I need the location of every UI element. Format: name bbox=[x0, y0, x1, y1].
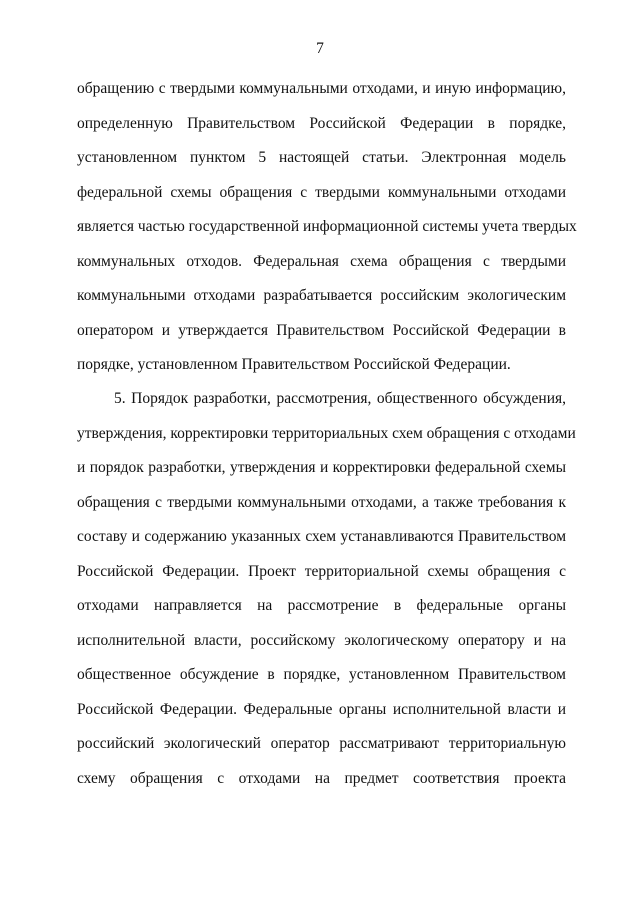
text-line: 5. Порядок разработки, рассмотрения, общественного обсуждения, bbox=[114, 390, 566, 407]
text-line: общественное обсуждение в порядке, установленном Правительством bbox=[77, 666, 566, 683]
text-line: схему обращения с отходами на предмет соответствия проекта bbox=[77, 769, 566, 787]
text-line: российский экологический оператор рассматривают территориальную bbox=[77, 735, 566, 752]
text-line: отходами направляется на рассмотрение в федеральные органы bbox=[77, 597, 566, 614]
page-number: 7 bbox=[316, 40, 324, 57]
text-line: Российской Федерации. Проект территориальной схемы обращения с bbox=[77, 562, 566, 580]
text-line: является частью государственной информационной системы учета твердых bbox=[77, 218, 577, 235]
paragraph-continuation bbox=[77, 72, 577, 383]
text-line: коммунальных отходов. Федеральная схема обращения с твердыми bbox=[77, 252, 566, 270]
text-line: коммунальными отходами разрабатывается российским экологическим bbox=[77, 287, 566, 304]
text-line: порядке, установленном Правительством Российской Федерации. bbox=[77, 356, 511, 373]
text-line: утверждения, корректировки территориальных схем обращения с отходами bbox=[77, 424, 576, 442]
text-line: определенную Правительством Российской Федерации в порядке, bbox=[77, 114, 566, 132]
text-line: исполнительной власти, российскому экологическому оператору и на bbox=[77, 631, 566, 649]
text-line: обращению с твердыми коммунальными отходами, и иную информацию, bbox=[77, 80, 566, 97]
text-line: оператором и утверждается Правительством Российской Федерации в bbox=[77, 321, 566, 339]
paragraph-item-5 bbox=[77, 382, 576, 796]
text-line: Российской Федерации. Федеральные органы исполнительной власти и bbox=[77, 700, 566, 718]
text-line: обращения с твердыми коммунальными отходами, а также требования к bbox=[77, 493, 566, 511]
text-line: федеральной схемы обращения с твердыми коммунальными отходами bbox=[77, 183, 566, 201]
text-line: и порядок разработки, утверждения и корректировки федеральной схемы bbox=[77, 459, 566, 476]
text-line: составу и содержанию указанных схем устанавливаются Правительством bbox=[77, 528, 566, 545]
text-line: установленном пунктом 5 настоящей статьи. Электронная модель bbox=[77, 149, 566, 166]
